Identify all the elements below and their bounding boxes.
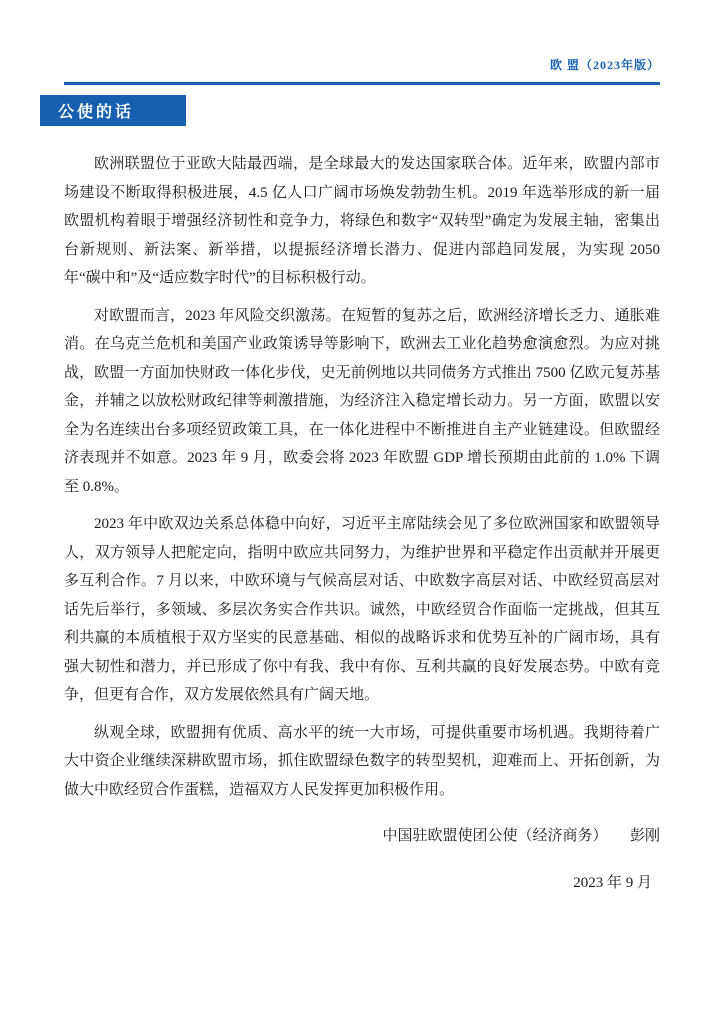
header-rule	[64, 82, 660, 85]
section-title-box	[40, 95, 186, 126]
paragraph-2: 对欧盟而言，2023 年风险交织激荡。在短暂的复苏之后，欧洲经济增长乏力、通胀难消。在乌克兰危机和美国产业政策诱导等影响下，欧洲去工业化趋势愈演愈烈。为应对挑战，欧盟一方面加快财政一体化步伐，史无前例地以共同债务方式推出 7500 亿欧元复苏基金，并辅之以放松财政纪律等刺激措施，为经济注入稳定增长动力。另一方面，欧盟以安全为名连续出台多项经贸政策工具，在一体化进程中不断推进自主产业链建设。但欧盟经济表现并不如意。2023 年 9 月，欧委会将 2023 年欧盟 GDP 增长预期由此前的 1.0% 下调至 0.8%。	[64, 307, 660, 495]
paragraph-3: 2023 年中欧双边关系总体稳中向好，习近平主席陆续会见了多位欧洲国家和欧盟领导人，双方领导人把舵定向，指明中欧应共同努力，为维护世界和平稳定作出贡献并开展更多互利合作。7 月以来，中欧环境与气候高层对话、中欧数字高层对话、中欧经贸高层对话先后举行，多领域、多层次务实合作共识。诚然，中欧经贸合作面临一定挑战，但其互利共赢的本质植根于双方坚实的民意基础、相似的战略诉求和优势互补的广阔市场，具有强大韧性和潜力，并已形成了你中有我、我中有你、互利共赢的良好发展态势。中欧有竞争，但更有合作，双方发展依然具有广阔天地。	[64, 516, 660, 703]
section-title: 公使的话	[58, 104, 135, 121]
signature-line: 中国驻欧盟使团公使（经济商务） 彭刚	[382, 828, 660, 844]
paragraph-4: 纵观全球，欧盟拥有优质、高水平的统一大市场，可提供重要市场机遇。我期待着广大中资企业继续深耕欧盟市场，抓住欧盟绿色数字的转型契机，迎难而上、开拓创新，为做大中欧经贸合作蛋糕，造福双方人民发挥更加积极作用。	[64, 724, 660, 798]
edition-label: 欧 盟（2023年版）	[549, 58, 660, 72]
paragraph-1: 欧洲联盟位于亚欧大陆最西端，是全球最大的发达国家联合体。近年来，欧盟内部市场建设不断取得积极进展，4.5 亿人口广阔市场焕发勃勃生机。2019 年选举形成的新一届欧盟机构着眼于增强经济韧性和竞争力，将绿色和数字“双转型”确定为发展主轴，密集出台新规则、新法案、新举措，以提振经济增长潜力、促进内部趋同发展，为实现 2050 年“碳中和”及“适应数字时代”的目标积极行动。	[64, 156, 660, 286]
body-content	[64, 150, 660, 813]
signature-date: 2023 年 9 月	[573, 875, 652, 891]
